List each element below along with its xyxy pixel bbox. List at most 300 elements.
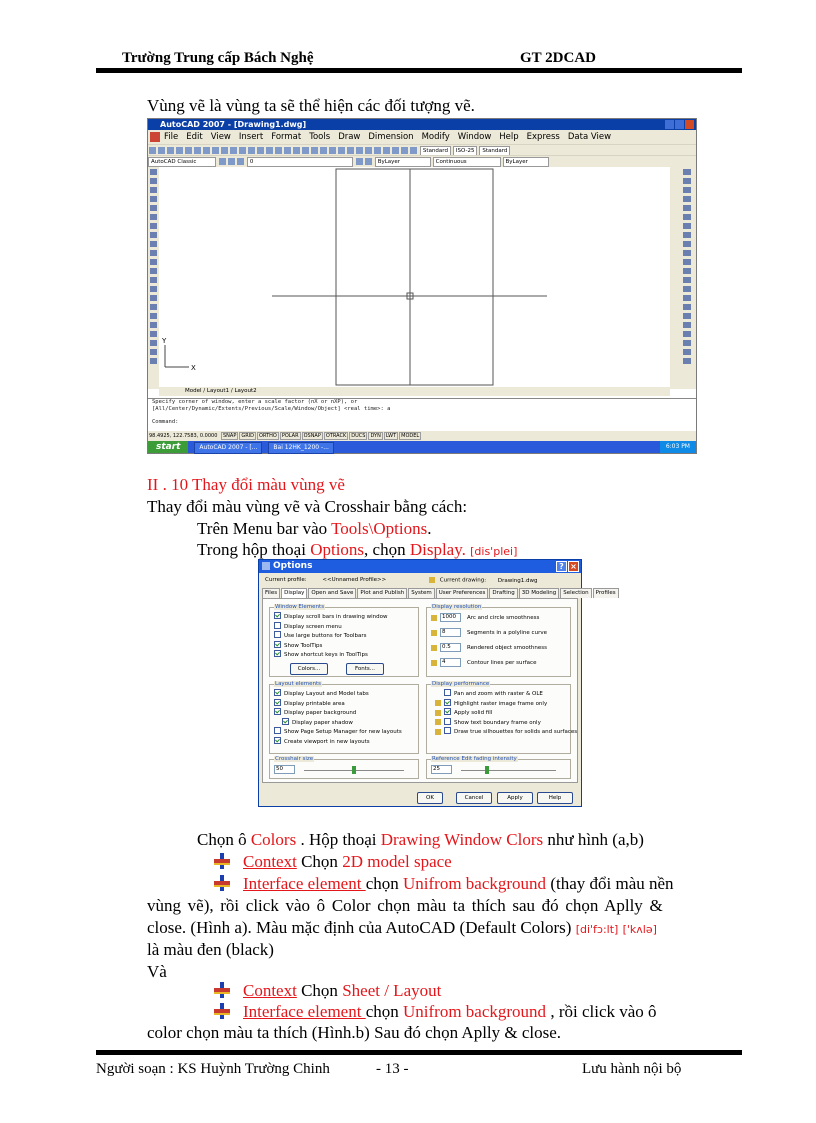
option-row (274, 631, 366, 640)
status-dyn[interactable]: DYN (370, 433, 381, 439)
checkbox-label: Display paper shadow (292, 719, 353, 726)
bullet-2 (213, 873, 674, 894)
checkbox-label: Display paper background (284, 710, 357, 716)
status-osnap[interactable]: OSNAP (303, 433, 321, 439)
toolbar-tool-icon[interactable] (239, 147, 246, 154)
checkbox[interactable] (274, 737, 281, 744)
options-app-icon (262, 562, 270, 570)
toolbar-tool-icon[interactable] (392, 147, 399, 154)
task-autocad[interactable]: AutoCAD 2007 - [... (194, 442, 262, 454)
drawing-icon (435, 710, 441, 716)
interface-element-label: Interface element (243, 874, 366, 893)
resolution-label: Segments in a polyline curve (467, 630, 547, 636)
colors-button[interactable]: Colors... (290, 663, 328, 675)
windows-taskbar (148, 441, 696, 453)
resolution-input[interactable]: 8 (440, 628, 461, 637)
toolbar-tool-icon[interactable] (401, 147, 408, 154)
modify-tool-icon[interactable] (683, 331, 691, 337)
toolbar-tool-icon[interactable] (311, 147, 318, 154)
dwc-word: Drawing Window Clors (380, 830, 544, 849)
toolbar-tool-icon[interactable] (383, 147, 390, 154)
toolbar-tool-icon[interactable] (356, 147, 363, 154)
color-ipa: ['kʌlə] (622, 923, 657, 936)
context-label: Context (243, 981, 297, 1000)
draw-tool-icon[interactable] (150, 169, 157, 175)
tab-system[interactable]: System (408, 588, 435, 598)
modify-tool-icon[interactable] (683, 223, 691, 229)
drawing-canvas (159, 167, 670, 389)
toolbar-tool-icon[interactable] (248, 147, 255, 154)
option-row (274, 727, 402, 736)
modify-tool-icon[interactable] (683, 322, 691, 328)
para-2-t1: Chọn ô (197, 830, 251, 849)
draw-tool-icon[interactable] (150, 331, 157, 337)
draw-tool-icon[interactable] (150, 250, 157, 256)
toolbar-tool-icon[interactable] (221, 147, 228, 154)
draw-tool-icon[interactable] (150, 313, 157, 319)
resolution-row (431, 613, 539, 622)
option-row (274, 737, 370, 746)
checkbox[interactable] (274, 708, 281, 715)
unifrom-background: Unifrom background (403, 874, 547, 893)
toolbar-tool-icon[interactable] (194, 147, 201, 154)
checkbox-label: Use large buttons for Toolbars (284, 633, 367, 639)
display-performance-title: Display performance (432, 681, 490, 687)
color-dropdown[interactable]: ByLayer (375, 157, 431, 167)
context-label: Context (243, 852, 297, 871)
draw-tool-icon[interactable] (150, 259, 157, 265)
toolbar-tool-icon[interactable] (320, 147, 327, 154)
option-row (435, 718, 541, 727)
lineweight-dropdown[interactable]: ByLayer (503, 157, 549, 167)
options-title: Options (273, 561, 313, 571)
tab-selection[interactable]: Selection (560, 588, 591, 598)
display-resolution-title: Display resolution (432, 604, 482, 610)
toolbar-tool-icon[interactable] (302, 147, 309, 154)
interface-element-label: Interface element (243, 1002, 366, 1021)
xref-fading-title: Reference Edit fading intensity (432, 756, 517, 762)
tab-open-and-save[interactable]: Open and Save (308, 588, 356, 598)
crosshair-size-input[interactable]: 50 (274, 765, 295, 774)
chon-text: Chọn (296, 852, 343, 871)
toolbar-tool-icon[interactable] (293, 147, 300, 154)
checkbox-label: Display printable area (284, 700, 345, 707)
toolbar-tool-icon[interactable] (185, 147, 192, 154)
draw-tool-icon[interactable] (150, 358, 157, 364)
bullet-2-line-2: vùng vẽ), rồi click vào ô Color chọn màu ta thích sau đó chọn Aplly & (147, 896, 663, 915)
status-ducs[interactable]: DUCS (351, 433, 366, 439)
draw-tool-icon[interactable] (150, 340, 157, 346)
checkbox[interactable] (444, 699, 451, 706)
option-row (282, 718, 353, 727)
status-model[interactable]: MODEL (401, 433, 420, 439)
chon-text: chọn (365, 1002, 403, 1021)
footer-rule (96, 1050, 742, 1055)
ok-button[interactable]: OK (417, 792, 443, 804)
menu-item-data-view[interactable]: Data View (567, 132, 612, 142)
ucs-x-label: X (191, 364, 196, 372)
option-row (274, 622, 342, 631)
modify-tool-icon[interactable] (683, 358, 691, 364)
status-lwt[interactable]: LWT (385, 433, 397, 439)
crosshair-slider-thumb[interactable] (352, 766, 356, 774)
toolbar-tool-icon[interactable] (410, 147, 417, 154)
bullet-icon (213, 875, 231, 891)
checkbox-label: Pan and zoom with raster & OLE (454, 691, 543, 697)
resolution-label: Contour lines per surface (467, 660, 537, 666)
display-resolution-group (426, 604, 571, 677)
checkbox[interactable] (274, 727, 281, 734)
menu-item-file[interactable]: File (164, 132, 179, 142)
apply-button[interactable]: Apply (497, 792, 533, 804)
draw-tool-icon[interactable] (150, 322, 157, 328)
modify-tool-icon[interactable] (683, 313, 691, 319)
draw-tool-icon[interactable] (150, 196, 157, 202)
menu-item-tools[interactable]: Tools (309, 132, 331, 142)
modify-tool-icon[interactable] (683, 295, 691, 301)
toolbar-tool-icon[interactable] (347, 147, 354, 154)
cmd-line-3: Command: (152, 419, 179, 425)
status-ortho[interactable]: ORTHO (259, 433, 277, 439)
modify-tool-icon[interactable] (683, 268, 691, 274)
toolbar-tool-icon[interactable] (212, 147, 219, 154)
option-row (274, 641, 322, 650)
paper-rect (336, 169, 493, 385)
tab-user-preferences[interactable]: User Preferences (436, 588, 489, 598)
dim-style-dropdown[interactable]: ISO-25 (453, 146, 478, 156)
header-rule (96, 68, 742, 73)
app-menu-icon[interactable] (150, 132, 160, 142)
drawing-icon (431, 645, 437, 651)
cmd-line-1: Specify corner of window, enter a scale factor (nX or nXP), or (152, 399, 358, 405)
drawing-icon (431, 630, 437, 636)
resolution-row (431, 628, 547, 637)
option-row (435, 699, 547, 708)
draw-tool-icon[interactable] (150, 349, 157, 355)
modify-tool-icon[interactable] (683, 205, 691, 211)
display-tab-panel (262, 598, 578, 783)
option-row (274, 612, 387, 621)
xref-fading-group (426, 756, 571, 779)
toolbar-tool-icon[interactable] (257, 147, 264, 154)
modify-tool-icon[interactable] (683, 349, 691, 355)
options-title-bar (259, 560, 581, 573)
option-row (274, 650, 368, 659)
draw-tool-icon[interactable] (150, 268, 157, 274)
header-course: GT 2DCAD (520, 50, 596, 66)
draw-tool-icon[interactable] (150, 187, 157, 193)
bullet-icon (213, 853, 231, 869)
layers-toolbar (148, 155, 696, 167)
footer-page: - 13 - (376, 1061, 409, 1077)
menu-item-insert[interactable]: Insert (238, 132, 264, 142)
toolbar-tool-icon[interactable] (203, 147, 210, 154)
minimize-icon[interactable] (665, 120, 674, 129)
draw-tool-icon[interactable] (150, 232, 157, 238)
status-snap[interactable]: SNAP (222, 433, 237, 439)
resolution-label: Rendered object smoothness (467, 645, 547, 651)
current-drawing (429, 577, 538, 584)
modify-tool-icon[interactable] (683, 178, 691, 184)
draw-toolbar (148, 167, 159, 389)
checkbox-label: Show shortcut keys in ToolTips (284, 652, 368, 658)
footer-note: Lưu hành nội bộ (582, 1061, 682, 1077)
modify-tool-icon[interactable] (683, 277, 691, 283)
layout-tabs: Model / Layout1 / Layout2 (159, 387, 670, 396)
checkbox-label: Highlight raster image frame only (454, 700, 548, 707)
table-style-dropdown[interactable]: Standard (479, 146, 510, 156)
menu-item-view[interactable]: View (210, 132, 231, 142)
workspace-dropdown[interactable]: AutoCAD Classic (148, 157, 216, 167)
colors-word: Colors (250, 830, 297, 849)
toolbar-tool-icon[interactable] (149, 147, 156, 154)
options-tabs (262, 588, 620, 598)
window-elements-group (269, 604, 419, 677)
resolution-input[interactable]: 0.5 (440, 643, 461, 652)
checkbox[interactable] (274, 699, 281, 706)
context-value: 2D model space (342, 852, 452, 871)
modify-tool-icon[interactable] (683, 169, 691, 175)
tab-files[interactable]: Files (262, 588, 280, 598)
draw-tool-icon[interactable] (150, 286, 157, 292)
checkbox[interactable] (282, 718, 289, 725)
cmd-line-2: [All/Center/Dynamic/Extents/Previous/Scale/Window/Object] <real time>: a (152, 406, 391, 412)
modify-tool-icon[interactable] (683, 340, 691, 346)
drawing-icon (429, 577, 435, 583)
help-button[interactable]: Help (537, 792, 573, 804)
modify-tool-icon[interactable] (683, 196, 691, 202)
status-polar[interactable]: POLAR (281, 433, 299, 439)
draw-tool-icon[interactable] (150, 223, 157, 229)
current-drawing-label: Current drawing: (439, 577, 487, 584)
menu-item-format[interactable]: Format (271, 132, 302, 142)
display-performance-group (426, 681, 578, 754)
checkbox-label: Display Layout and Model tabs (284, 691, 369, 697)
toolbar-tool-icon[interactable] (266, 147, 273, 154)
close-icon[interactable]: × (568, 561, 579, 572)
options-window-controls (555, 561, 579, 574)
bullet-1 (213, 851, 452, 872)
drawing-icon (435, 729, 441, 735)
toolbar-tool-icon[interactable] (329, 147, 336, 154)
resolution-row (431, 658, 536, 667)
modify-tool-icon[interactable] (683, 304, 691, 310)
toolbar-tool-icon[interactable] (230, 147, 237, 154)
modify-tool-icon[interactable] (683, 214, 691, 220)
para-2-t2: . Hộp thoại (296, 830, 381, 849)
checkbox[interactable] (444, 708, 451, 715)
current-drawing-value: Drawing1.dwg (497, 577, 538, 584)
step-1-prefix: Trên Menu bar vào (197, 519, 332, 538)
checkbox[interactable] (274, 612, 281, 619)
toolbar-tool-icon[interactable] (167, 147, 174, 154)
unifrom-background: Unifrom background (403, 1002, 547, 1021)
modify-tool-icon[interactable] (683, 250, 691, 256)
maximize-icon[interactable] (675, 120, 684, 129)
checkbox-label: Apply solid fill (454, 710, 493, 716)
bullet-3 (213, 980, 441, 1001)
current-profile-value: <<Unnamed Profile>> (322, 577, 387, 583)
modify-toolbar (679, 167, 696, 389)
bullet-2-line-3-text: close. (Hình a). Màu mặc định của AutoCAD (Default Colors) (147, 918, 576, 937)
display-word: Display. (409, 540, 466, 559)
toolbar-tool-icon[interactable] (176, 147, 183, 154)
linetype-dropdown[interactable]: Continuous (433, 157, 501, 167)
para-1: Thay đổi màu vùng vẽ và Crosshair bằng cách: (147, 497, 468, 516)
crosshair-size-group (269, 756, 419, 779)
bullet-2-line-3 (147, 917, 657, 940)
bullet-icon (213, 1003, 231, 1019)
drawing-icon (435, 719, 441, 725)
bullet-icon (213, 982, 231, 998)
footer-author: Người soạn : KS Huỳnh Trường Chinh (96, 1061, 330, 1077)
toolbar-tool-icon[interactable] (158, 147, 165, 154)
menu-item-express[interactable]: Express (526, 132, 560, 142)
menu-item-edit[interactable]: Edit (186, 132, 203, 142)
layout-elements-group (269, 681, 419, 754)
toolbar-tool-icon[interactable] (338, 147, 345, 154)
modify-tool-icon[interactable] (683, 286, 691, 292)
drawing-icon (431, 615, 437, 621)
option-row (435, 708, 492, 717)
menu-item-modify[interactable]: Modify (421, 132, 450, 142)
draw-tool-icon[interactable] (150, 277, 157, 283)
checkbox-label: Show text boundary frame only (454, 719, 541, 726)
checkbox[interactable] (444, 718, 451, 725)
tab-layout1[interactable]: Layout1 (206, 388, 230, 394)
chon-text: chọn (365, 874, 403, 893)
modify-tool-icon[interactable] (683, 241, 691, 247)
window-elements-title: Window Elements (275, 604, 325, 610)
start-button[interactable]: start (148, 441, 188, 453)
draw-tool-icon[interactable] (150, 214, 157, 220)
draw-tool-icon[interactable] (150, 205, 157, 211)
option-row (435, 727, 577, 736)
draw-tool-icon[interactable] (150, 178, 157, 184)
checkbox[interactable] (274, 641, 281, 648)
autocad-menu-bar (148, 130, 696, 144)
va-text: Và (147, 962, 167, 981)
checkbox-label: Display scroll bars in drawing window (284, 614, 388, 620)
intro-text: Vùng vẽ là vùng ta sẽ thể hiện các đối tượng vẽ. (147, 96, 475, 115)
chon-text: Chọn (296, 981, 343, 1000)
coordinates: 98.4925, 122.7583, 0.0000 (149, 433, 218, 439)
option-row (274, 689, 369, 698)
resolution-row (431, 643, 547, 652)
draw-tool-icon[interactable] (150, 241, 157, 247)
toolbar-tool-icon[interactable] (365, 147, 372, 154)
drawing-icon (435, 700, 441, 706)
para-2-t3: như hình (a,b) (543, 830, 644, 849)
toolbar-tool-icon[interactable] (374, 147, 381, 154)
help-icon[interactable]: ? (556, 561, 567, 572)
checkbox-label: Show ToolTips (284, 642, 323, 649)
tab-drafting[interactable]: Drafting (489, 588, 517, 598)
ucs-y-label: Y (162, 337, 167, 345)
crosshair-size-title: Crosshair size (275, 756, 314, 762)
checkbox-label: Display screen menu (284, 623, 342, 630)
step-2-mid: , chọn (364, 540, 410, 559)
modify-tool-icon[interactable] (683, 232, 691, 238)
modify-tool-icon[interactable] (683, 187, 691, 193)
text-style-dropdown[interactable]: Standard (420, 146, 451, 156)
section-title: II . 10 Thay đổi màu vùng vẽ (147, 475, 345, 494)
context-value: Sheet / Layout (342, 981, 442, 1000)
bullet-4-line-2: color chọn màu ta thích (Hình.b) Sau đó chọn Aplly & close. (147, 1023, 562, 1042)
checkbox[interactable] (274, 689, 281, 696)
tab-model[interactable]: Model (185, 388, 202, 394)
options-word: Options (310, 540, 365, 559)
tab-layout2[interactable]: Layout2 (234, 388, 257, 394)
toolbar-tool-icon[interactable] (275, 147, 282, 154)
command-window[interactable] (148, 398, 696, 433)
checkbox-label: Draw true silhouettes for solids and surfaces (454, 729, 578, 735)
layout-elements-title: Layout elements (275, 681, 321, 687)
display-ipa: [dis'plei] (470, 545, 518, 558)
resolution-input[interactable]: 1000 (440, 613, 461, 622)
bullet-4-rest: , rồi click vào ô (546, 1002, 657, 1021)
drawing-icon (431, 660, 437, 666)
tab-profiles[interactable]: Profiles (593, 588, 619, 598)
modify-tool-icon[interactable] (683, 259, 691, 265)
tab-3d-modeling[interactable]: 3D Modeling (519, 588, 560, 598)
tab-display[interactable]: Display (281, 588, 307, 598)
checkbox[interactable] (444, 689, 451, 696)
current-profile (265, 577, 386, 583)
menu-item-draw[interactable]: Draw (338, 132, 361, 142)
options-dialog (258, 559, 616, 807)
vertical-scrollbar[interactable] (670, 167, 679, 389)
para-2 (197, 829, 644, 850)
autocad-title-bar (148, 119, 696, 130)
draw-tool-icon[interactable] (150, 304, 157, 310)
toolbar-tool-icon[interactable] (284, 147, 291, 154)
step-1 (197, 518, 431, 539)
draw-tool-icon[interactable] (150, 295, 157, 301)
checkbox[interactable] (274, 650, 281, 657)
step-2-prefix: Trong hộp thoại (197, 540, 311, 559)
tab-plot-and-publish[interactable]: Plot and Publish (357, 588, 407, 598)
xref-slider-thumb[interactable] (485, 766, 489, 774)
menu-item-help[interactable]: Help (499, 132, 519, 142)
fonts-button[interactable]: Fonts... (346, 663, 384, 675)
status-otrack[interactable]: OTRACK (325, 433, 347, 439)
checkbox[interactable] (274, 622, 281, 629)
menu-item-dimension[interactable]: Dimension (368, 132, 414, 142)
resolution-label: Arc and circle smoothness (467, 615, 540, 621)
task-document[interactable]: Bai 12HK_1200 -... (268, 442, 334, 454)
xref-slider-track[interactable] (461, 770, 556, 771)
drawing-area[interactable] (159, 167, 670, 389)
resolution-input[interactable]: 4 (440, 658, 461, 667)
status-grid[interactable]: GRID (241, 433, 255, 439)
checkbox[interactable] (274, 631, 281, 638)
layer-dropdown[interactable]: 0 (247, 157, 353, 167)
autocad-screenshot (147, 118, 697, 454)
default-ipa: [di'fɔ:lt] (575, 923, 619, 936)
bullet-4 (213, 1001, 657, 1022)
close-icon[interactable] (685, 120, 694, 129)
current-profile-label: Current profile: (265, 577, 307, 583)
cancel-button[interactable]: Cancel (456, 792, 492, 804)
checkbox-label: Show Page Setup Manager for new layouts (284, 729, 402, 735)
menu-item-window[interactable]: Window (457, 132, 492, 142)
taskbar-clock: 6:03 PM (660, 441, 696, 453)
checkbox[interactable] (444, 727, 451, 734)
option-row (274, 708, 356, 717)
checkbox-label: Create viewport in new layouts (284, 738, 370, 745)
xref-fading-input[interactable]: 25 (431, 765, 452, 774)
